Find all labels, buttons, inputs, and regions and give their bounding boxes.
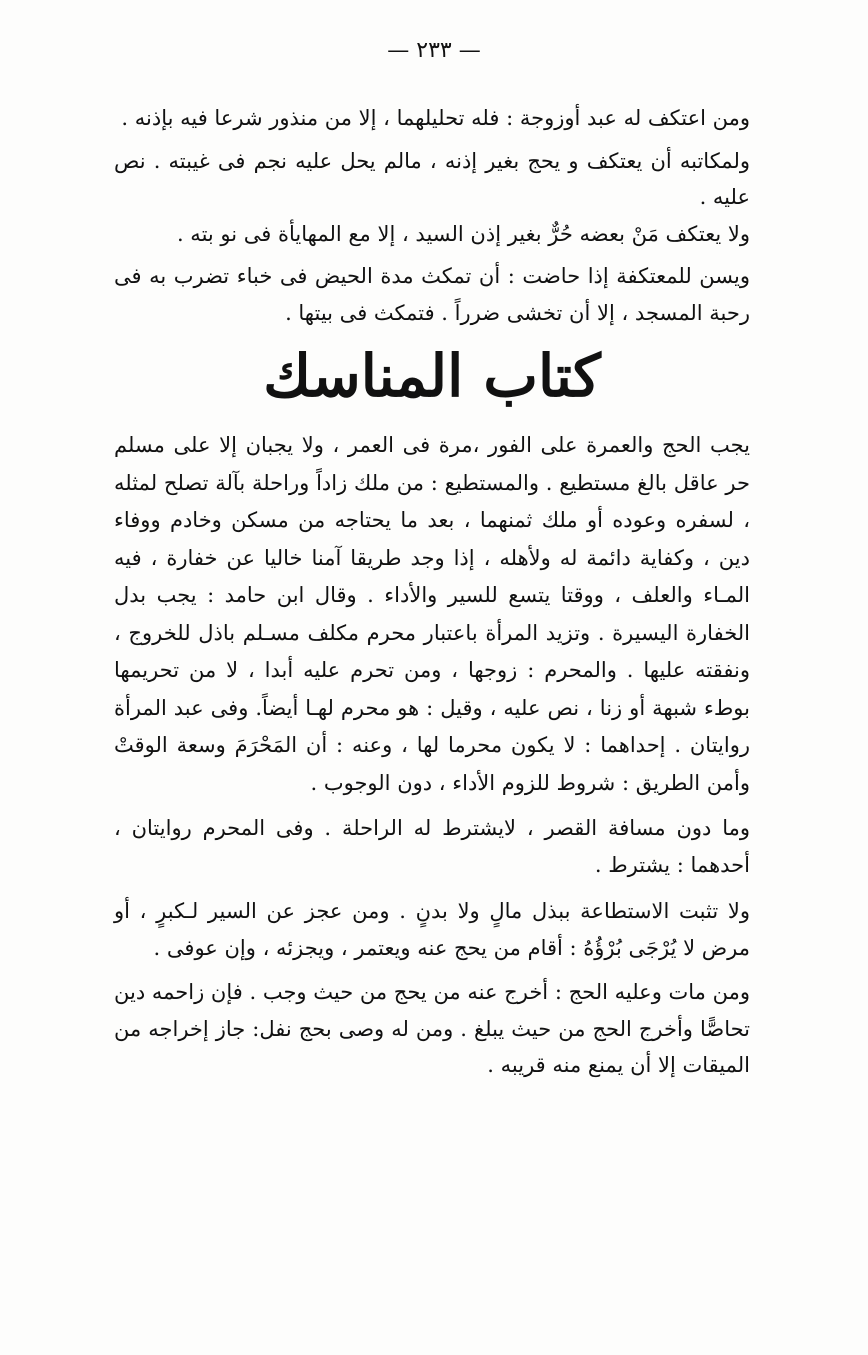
page-body xyxy=(114,100,750,1084)
paragraph-ability: ولا تثبت الاستطاعة ببذل مالٍ ولا بدنٍ . ومن عجز عن السير لـكبرٍ ، أو مرض لا يُرْجَى بُرْؤُهُ : أقام من يحج عنه ويعتمر ، ويجزئه ، وإن عوفى . xyxy=(114,899,750,960)
paragraph-menstruation: ويسن للمعتكفة إذا حاضت : أن تمكث مدة الحيض فى خباء تضرب به فى رحبة المسجد ، إلا أن تخشى ضرراً . فتمكث فى بيتها . xyxy=(114,264,750,325)
chapter-title: كتاب المناسك xyxy=(263,342,601,410)
paragraph-death-with-hajj: ومن مات وعليه الحج : أخرج عنه من يحج من حيث وجب . فإن زاحمه دين تحاصًّا وأخرج الحج من حيث يبلغ . ومن له وصى بحج نفل: جاز إخراجه من الميقات إلا أن يمنع منه قريبه . xyxy=(114,980,750,1077)
paragraph-hajj-obligation: يجب الحج والعمرة على الفور ،مرة فى العمر ، ولا يجبان إلا على مسلم حر عاقل بالغ مستطيع . والمستطيع : من ملك زاداً وراحلة بآلة تصلح لمثله ، لسفره وعوده أو ملك ثمنهما ، بعد ما يحتاجه من مسكن وخادم ووفاء دين ، وكفاية دائمة له ولأهله ، إذا وجد طريقا آمنا خاليا عن خفارة ، فيه المـاء والعلف ، ووقتا يتسع للسير والأداء . وقال ابن حامد : يجب بدل الخفارة اليسيرة . وتزيد المرأة باعتبار محرم مكلف مسـلم باذل للخروج ، ونفقته عليها . والمحرم : زوجها ، ومن تحرم عليه أبدا ، لا من تحريمها بوطء شبهة أو زنا ، نص عليه ، وقيل : هو محرم لهـا أيضاً. وفى عبد المرأة روايتان . إحداهما : لا يكون محرما لها ، وعنه : أن المَحْرَمَ وسعة الوقتْ وأمن الطريق : شروط للزوم الأداء ، دون الوجوب . xyxy=(114,433,750,795)
page-number: — ٢٣٣ — xyxy=(387,38,481,63)
paragraph-partial-freedom: ولا يعتكف مَنْ بعضه حُرٌّ بغير إذن السيد ، إلا مع المهايأة فى نو بته . xyxy=(176,221,750,246)
paragraph-itikaf-spouse: ومن اعتكف له عبد أوزوجة : فله تحليلهما ، إلا من منذور شرعا فيه بإذنه . xyxy=(121,106,750,130)
paragraph-short-distance: وما دون مسافة القصر ، لايشترط له الراحلة . وفى المحرم روايتان ، أحدهما : يشترط . xyxy=(114,816,750,877)
paragraph-mukatab: ولمكاتبه أن يعتكف و يحج بغير إذنه ، مالم يحل عليه نجم فى غيبته . نص عليه . xyxy=(114,148,750,209)
